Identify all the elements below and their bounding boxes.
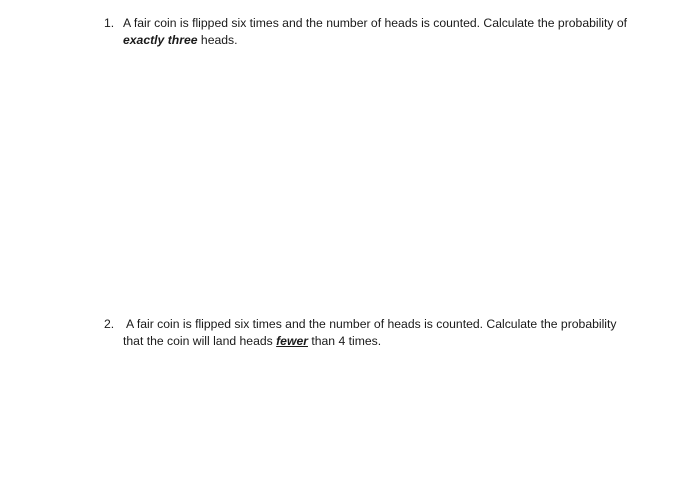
question-line-2-before: that the coin will land heads xyxy=(123,334,277,348)
question-text xyxy=(123,316,664,350)
question-1 xyxy=(104,15,664,49)
question-text xyxy=(123,15,664,49)
question-line-1: A fair coin is flipped six times and the number of heads is counted. Calculate the probability xyxy=(126,317,617,331)
question-line-2 xyxy=(123,333,664,350)
question-line-2 xyxy=(123,32,664,49)
question-line-2-rest: heads. xyxy=(197,33,238,47)
question-number: 2. xyxy=(104,317,115,331)
question-2 xyxy=(104,316,664,350)
question-number: 1. xyxy=(104,16,115,30)
emphasis-text: exactly three xyxy=(123,33,198,47)
emphasis-text: fewer xyxy=(276,334,308,348)
question-line-2-after: than 4 times. xyxy=(307,334,382,348)
question-line-1: A fair coin is flipped six times and the number of heads is counted. Calculate the probability of xyxy=(123,16,628,30)
